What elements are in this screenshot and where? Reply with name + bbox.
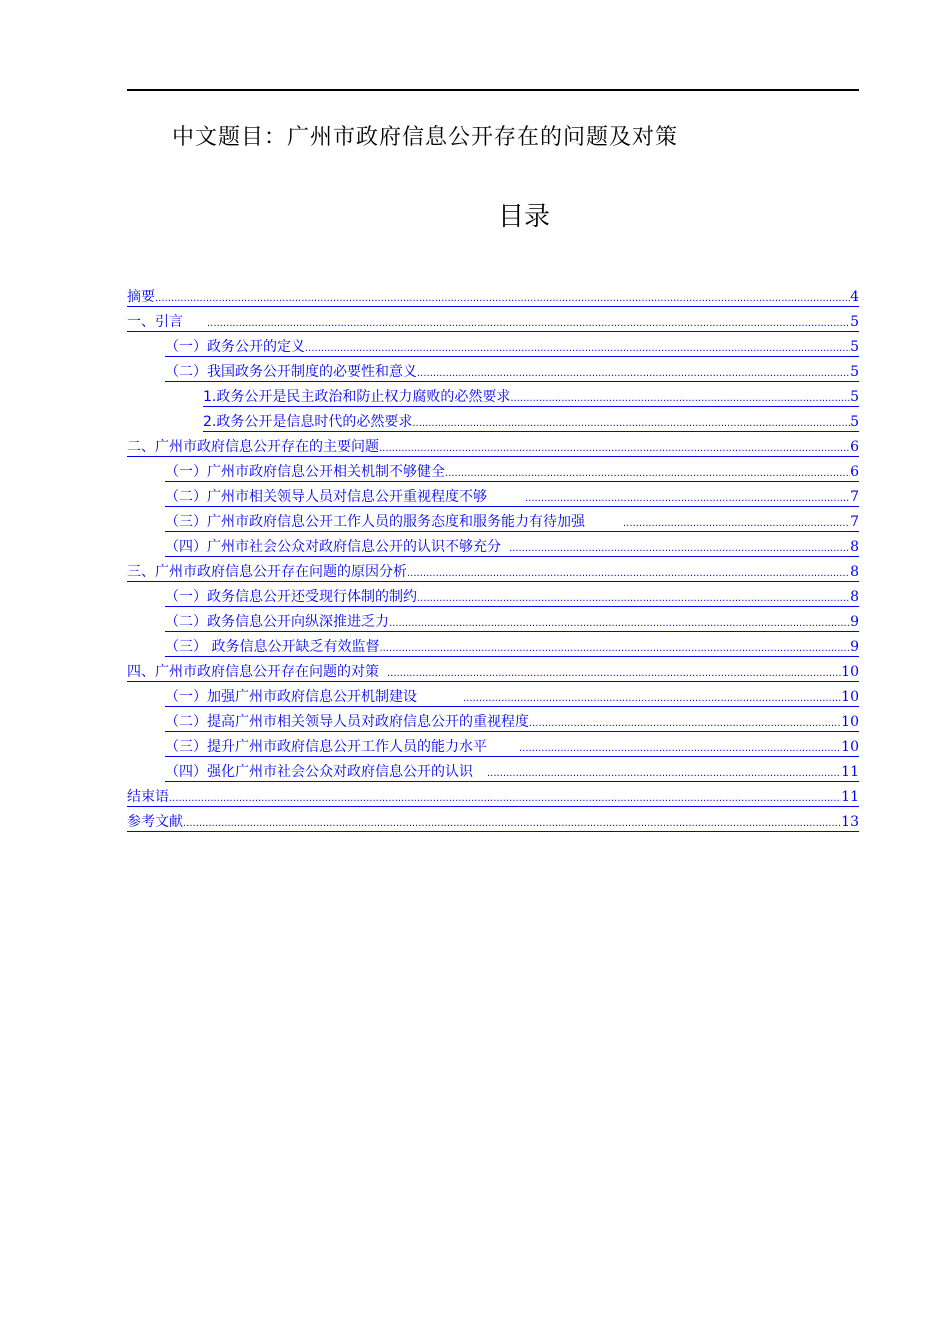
toc-page-number[interactable]: 6 — [850, 439, 859, 455]
toc-entry-title[interactable]: （二）政务信息公开向纵深推进乏力 — [165, 614, 389, 630]
toc-entry-title[interactable]: （二）广州市相关领导人员对信息公开重视程度不够 — [165, 489, 487, 505]
toc-entry-title[interactable]: （四）广州市社会公众对政府信息公开的认识不够充分 — [165, 539, 501, 555]
toc-entry[interactable] — [127, 707, 859, 732]
toc-page-number[interactable]: 7 — [850, 489, 859, 505]
toc-entry[interactable] — [127, 432, 859, 457]
toc-entry[interactable] — [127, 807, 859, 832]
toc-page-number[interactable]: 5 — [850, 414, 859, 430]
toc-entry[interactable] — [127, 757, 859, 782]
toc-leader-dots — [463, 688, 841, 707]
toc-page-number[interactable]: 5 — [850, 364, 859, 380]
toc-entry[interactable] — [127, 532, 859, 557]
toc-entry-title[interactable]: （四）强化广州市社会公众对政府信息公开的认识 — [165, 764, 473, 780]
toc-entry[interactable] — [127, 407, 859, 432]
toc-leader-dots — [389, 613, 850, 632]
toc-entry-title[interactable]: 一、引言 — [127, 314, 183, 330]
toc-entry-title[interactable]: 2.政务公开是信息时代的必然要求 — [203, 414, 413, 430]
toc-page-number[interactable]: 8 — [850, 564, 859, 580]
toc-entry[interactable] — [127, 457, 859, 482]
toc-leader-dots — [417, 363, 850, 382]
toc-leader-dots — [417, 588, 850, 607]
toc-leader-dots — [412, 413, 850, 432]
toc-page-number[interactable]: 9 — [850, 614, 859, 630]
toc-leader-dots — [207, 313, 850, 332]
toc-leader-dots — [623, 513, 850, 532]
toc-page-number[interactable]: 13 — [841, 814, 859, 830]
toc-leader-dots — [379, 638, 850, 657]
chinese-title: 中文题目：广州市政府信息公开存在的问题及对策 — [172, 125, 679, 150]
toc-entry[interactable] — [127, 582, 859, 607]
toc-entry-title[interactable]: （三） 政务信息公开缺乏有效监督 — [165, 639, 380, 655]
toc-entry-title[interactable]: （二）提高广州市相关领导人员对政府信息公开的重视程度 — [165, 714, 529, 730]
toc-entry[interactable] — [127, 332, 859, 357]
toc-entry-title[interactable]: （一）加强广州市政府信息公开机制建设 — [165, 689, 417, 705]
toc-entry-spacer — [585, 513, 623, 532]
toc-entry-spacer — [379, 663, 387, 682]
toc-entry[interactable] — [127, 482, 859, 507]
toc-page-number[interactable]: 8 — [850, 589, 859, 605]
toc-entry[interactable] — [127, 307, 859, 332]
toc-leader-dots — [510, 388, 850, 407]
toc-entry-spacer — [487, 488, 525, 507]
toc-page-number[interactable]: 7 — [850, 514, 859, 530]
toc-page-number[interactable]: 10 — [841, 664, 859, 680]
toc-entry-title[interactable]: 参考文献 — [127, 814, 183, 830]
toc-entry-spacer — [487, 738, 519, 757]
toc-entry[interactable] — [127, 682, 859, 707]
toc-entry-title[interactable]: （二）我国政务公开制度的必要性和意义 — [165, 364, 417, 380]
toc-entry-title[interactable]: 三、广州市政府信息公开存在问题的原因分析 — [127, 564, 407, 580]
toc-entry-title[interactable]: 四、广州市政府信息公开存在问题的对策 — [127, 664, 379, 680]
toc-entry-spacer — [183, 313, 207, 332]
toc-leader-dots — [519, 738, 841, 757]
toc-entry-title[interactable]: （一）政务信息公开还受现行体制的制约 — [165, 589, 417, 605]
toc-entry-title[interactable]: （一）广州市政府信息公开相关机制不够健全 — [165, 464, 445, 480]
toc-leader-dots — [169, 788, 841, 807]
toc-entry[interactable] — [127, 782, 859, 807]
toc-entry[interactable] — [127, 382, 859, 407]
toc-leader-dots — [305, 338, 850, 357]
toc-leader-dots — [525, 488, 850, 507]
toc-leader-dots — [379, 438, 850, 457]
toc-page-number[interactable]: 6 — [850, 464, 859, 480]
toc-page-number[interactable]: 5 — [850, 339, 859, 355]
toc-page-number[interactable]: 8 — [850, 539, 859, 555]
toc-entry[interactable] — [127, 657, 859, 682]
toc-entry-spacer — [417, 688, 463, 707]
toc-entry[interactable] — [127, 557, 859, 582]
toc-entry-title[interactable]: 1.政务公开是民主政治和防止权力腐败的必然要求 — [203, 389, 511, 405]
toc-entry-title[interactable]: 摘要 — [127, 289, 155, 305]
toc-leader-dots — [445, 463, 850, 482]
toc-page-number[interactable]: 11 — [841, 764, 859, 780]
toc-page-number[interactable]: 10 — [841, 689, 859, 705]
header-rule — [127, 89, 859, 91]
table-of-contents — [127, 282, 859, 832]
toc-entry[interactable] — [127, 732, 859, 757]
toc-page-number[interactable]: 11 — [841, 789, 859, 805]
toc-entry-spacer — [501, 538, 509, 557]
toc-leader-dots — [509, 538, 850, 557]
toc-entry[interactable] — [127, 507, 859, 532]
toc-entry-title[interactable]: （三）提升广州市政府信息公开工作人员的能力水平 — [165, 739, 487, 755]
toc-entry-title[interactable]: 结束语 — [127, 789, 169, 805]
toc-entry[interactable] — [127, 357, 859, 382]
toc-page-number[interactable]: 5 — [850, 314, 859, 330]
toc-page-number[interactable]: 10 — [841, 739, 859, 755]
toc-leader-dots — [183, 813, 841, 832]
toc-heading: 目录 — [497, 202, 550, 232]
toc-entry[interactable] — [127, 632, 859, 657]
toc-leader-dots — [487, 763, 841, 782]
toc-entry-title[interactable]: 二、广州市政府信息公开存在的主要问题 — [127, 439, 379, 455]
toc-entry-title[interactable]: （三）广州市政府信息公开工作人员的服务态度和服务能力有待加强 — [165, 514, 585, 530]
toc-leader-dots — [155, 288, 850, 307]
toc-page-number[interactable]: 4 — [850, 289, 859, 305]
toc-page-number[interactable]: 10 — [841, 714, 859, 730]
toc-entry[interactable] — [127, 282, 859, 307]
toc-entry-spacer — [473, 763, 487, 782]
toc-leader-dots — [407, 563, 850, 582]
toc-entry-title[interactable]: （一）政务公开的定义 — [165, 339, 305, 355]
toc-page-number[interactable]: 5 — [850, 389, 859, 405]
toc-leader-dots — [529, 713, 841, 732]
toc-leader-dots — [387, 663, 841, 682]
toc-page-number[interactable]: 9 — [850, 639, 859, 655]
toc-entry[interactable] — [127, 607, 859, 632]
